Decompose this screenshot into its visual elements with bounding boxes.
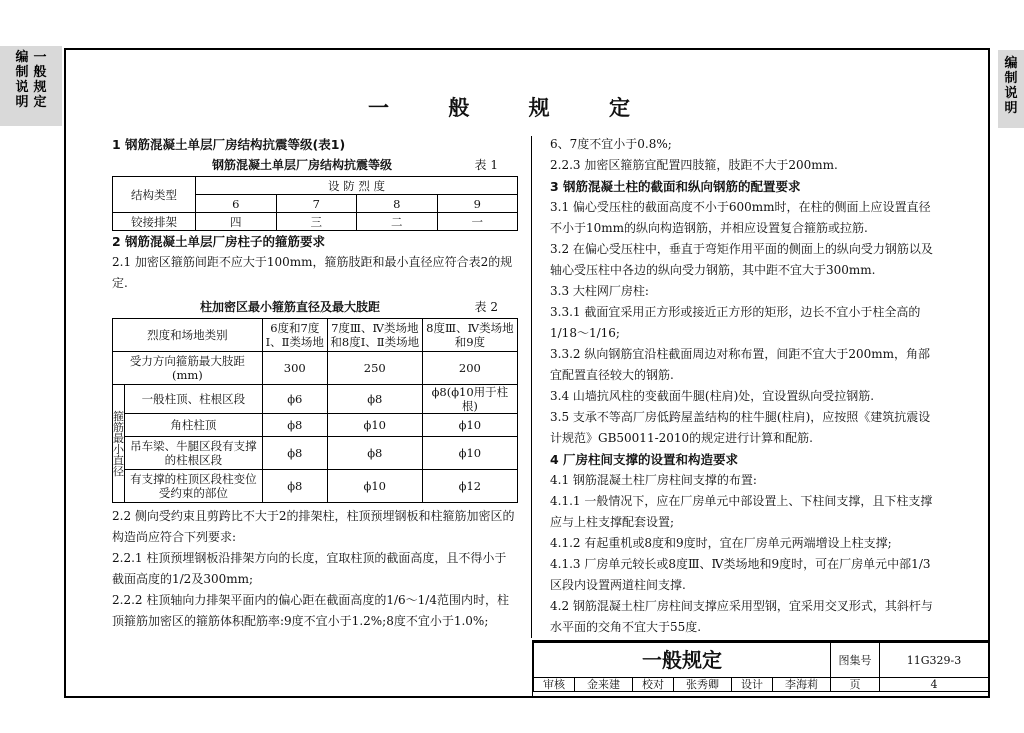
table-2-spacing-value: 200: [422, 352, 517, 385]
table-1-group-header: 设 防 烈 度: [196, 177, 518, 195]
table-2-cell: ϕ12: [422, 470, 517, 503]
paragraph-3-3-2: 3.3.2 纵向钢筋宜沿柱截面周边对称布置，间距不宜大于200mm，角部宜配置直径较大的钢筋.: [550, 347, 931, 382]
table-1-row-label: 铰接排架: [113, 213, 196, 231]
paragraph-3-3: 3.3 大柱网厂房柱:: [550, 284, 649, 298]
table-2-spacing-label: 受力方向箍筋最大肢距(mm): [113, 352, 263, 385]
paragraph-2-2-2: 2.2.2 柱顶轴向力排架平面内的偏心距在截面高度的1/6～1/4范围内时，柱顶箍筋加密区的箍筋体积配筋率:9度不宜小于1.2%;8度不宜小于1.0%;: [112, 593, 509, 628]
table-2-row-label: 角柱柱顶: [125, 414, 263, 437]
paragraph-4-2: 4.2 钢筋混凝土柱厂房柱间支撑应采用型钢，宜采用交叉形式，其斜杆与水平面的交角不宜大于55度.: [550, 599, 933, 634]
table-2-header-c3: 8度Ⅲ、Ⅳ类场地和9度: [422, 319, 517, 352]
table-1-grade: 三: [276, 213, 357, 231]
paragraph-4-1-1: 4.1.1 一般情况下，应在厂房单元中部设置上、下柱间支撑，且下柱支撑应与上柱支撑配套设置;: [550, 494, 933, 529]
table-2-cell: ϕ10: [422, 414, 517, 437]
side-tab-left-col1: 编制说明: [15, 50, 29, 110]
paragraph-2-2-3: 2.2.3 加密区箍筋宜配置四肢箍，肢距不大于200mm.: [550, 158, 838, 172]
paragraph-4-1-3: 4.1.3 厂房单元较长或8度Ⅲ、Ⅳ类场地和9度时，可在厂房单元中部1/3区段内设置两道柱间支撑.: [550, 557, 931, 592]
title-block: [532, 640, 989, 698]
table-1-title: 钢筋混凝土单层厂房结构抗震等级: [212, 158, 393, 172]
paragraph-3-2: 3.2 在偏心受压柱中，垂直于弯矩作用平面的侧面上的纵向受力钢筋以及轴心受压柱中各边的纵向受力钢筋，其中距不宜大于300mm.: [550, 242, 933, 277]
proof-name: 张秀卿: [674, 678, 732, 692]
right-column: [550, 134, 940, 638]
title-block-table: [533, 642, 989, 692]
paragraph-3-1: 3.1 偏心受压柱的截面高度不小于600mm时，在柱的侧面上应设置直径不小于10mm的纵向构造钢筋，并相应设置复合箍筋或拉筋.: [550, 200, 931, 235]
table-1-degree: 6: [196, 195, 277, 213]
table-2-row-label: 有支撑的柱顶区段柱变位受约束的部位: [125, 470, 263, 503]
section-3-heading: 3 钢筋混凝土柱的截面和纵向钢筋的配置要求: [550, 179, 801, 194]
audit-name: 金来建: [575, 678, 633, 692]
side-tab-left-col2: 一般规定: [33, 50, 47, 110]
paragraph-2-1: 2.1 加密区箍筋间距不应大于100mm，箍筋肢距和最小直径应符合表2的规定.: [112, 255, 513, 290]
paragraph-4-1: 4.1 钢筋混凝土柱厂房柱间支撑的布置:: [550, 473, 757, 487]
table-2-row-label: 吊车梁、牛腿区段有支撑的柱根区段: [125, 437, 263, 470]
table-2-vertical-label: 箍筋最小直径: [113, 385, 125, 503]
table-2-cell: ϕ8: [262, 437, 327, 470]
table-1-grade: 四: [196, 213, 277, 231]
design-name: 李海莉: [773, 678, 831, 692]
table-1-grade: 二: [357, 213, 438, 231]
side-tab-right-label: 编制说明: [1004, 56, 1018, 116]
table-2-cell: ϕ10: [422, 437, 517, 470]
paragraph-2-2: 2.2 侧向受约束且剪跨比不大于2的排架柱，柱顶预埋钢板和柱箍筋加密区的构造尚应符合下列要求:: [112, 509, 515, 544]
title-block-title: 一般规定: [534, 643, 831, 678]
page-title: 一 般 规 定: [368, 96, 656, 120]
table-2-cell: ϕ8: [327, 385, 422, 414]
table-1-grade: 一: [437, 213, 518, 231]
table-2: [112, 318, 518, 503]
table-2-number: 表 2: [474, 300, 498, 314]
table-1-number: 表 1: [474, 158, 498, 172]
section-1-heading: 1 钢筋混凝土单层厂房结构抗震等级(表1): [112, 137, 346, 152]
section-4-heading: 4 厂房柱间支撑的设置和构造要求: [550, 452, 739, 467]
paragraph-4-1-2: 4.1.2 有起重机或8度和9度时，宜在厂房单元两端增设上柱支撑;: [550, 536, 892, 550]
left-column: [112, 134, 518, 632]
table-2-cell: ϕ8: [262, 470, 327, 503]
table-1-degree: 9: [437, 195, 518, 213]
table-1-col0-header: 结构类型: [113, 177, 196, 213]
table-2-caption: [112, 297, 518, 318]
table-2-spacing-value: 250: [327, 352, 422, 385]
page-label: 页: [831, 678, 880, 692]
table-1: [112, 176, 518, 231]
table-1-caption: [112, 155, 518, 176]
paragraph-2-2-1: 2.2.1 柱顶预埋钢板沿排架方向的长度，宜取柱顶的截面高度，且不得小于截面高度的1/2及300mm;: [112, 551, 507, 586]
table-1-degree: 8: [357, 195, 438, 213]
table-2-header-left: 烈度和场地类别: [113, 319, 263, 352]
table-2-cell: ϕ8: [262, 414, 327, 437]
paragraph-3-3-1: 3.3.1 截面宜采用正方形或接近正方形的矩形，边长不宜小于柱全高的1/18～1/16;: [550, 305, 921, 340]
table-1-degree: 7: [276, 195, 357, 213]
table-2-cell: ϕ8: [327, 437, 422, 470]
paragraph-3-4: 3.4 山墙抗风柱的变截面牛腿(柱肩)处，宜设置纵向受拉钢筋.: [550, 389, 875, 403]
table-2-cell: ϕ8(ϕ10用于柱根): [422, 385, 517, 414]
table-2-header-c1: 6度和7度Ⅰ、Ⅱ类场地: [262, 319, 327, 352]
page-number: 4: [880, 678, 989, 692]
atlas-number: 11G329-3: [880, 643, 989, 678]
paragraph-3-5: 3.5 支承不等高厂房低跨屋盖结构的柱牛腿(柱肩)，应按照《建筑抗震设计规范》GB50011-2010的规定进行计算和配筋.: [550, 410, 931, 445]
table-2-header-c2: 7度Ⅲ、Ⅳ类场地和8度Ⅰ、Ⅱ类场地: [327, 319, 422, 352]
table-2-cell: ϕ10: [327, 414, 422, 437]
section-2-heading: 2 钢筋混凝土单层厂房柱子的箍筋要求: [112, 234, 326, 249]
table-2-title: 柱加密区最小箍筋直径及最大肢距: [200, 300, 381, 314]
table-2-spacing-value: 300: [262, 352, 327, 385]
design-label: 设计: [731, 678, 772, 692]
column-divider: [531, 136, 532, 638]
audit-label: 审核: [534, 678, 575, 692]
proof-label: 校对: [632, 678, 673, 692]
table-2-cell: ϕ10: [327, 470, 422, 503]
paragraph-continued: 6、7度不宜小于0.8%;: [550, 137, 672, 151]
table-2-cell: ϕ6: [262, 385, 327, 414]
table-2-row-label: 一般柱顶、柱根区段: [125, 385, 263, 414]
atlas-number-label: 图集号: [831, 643, 880, 678]
